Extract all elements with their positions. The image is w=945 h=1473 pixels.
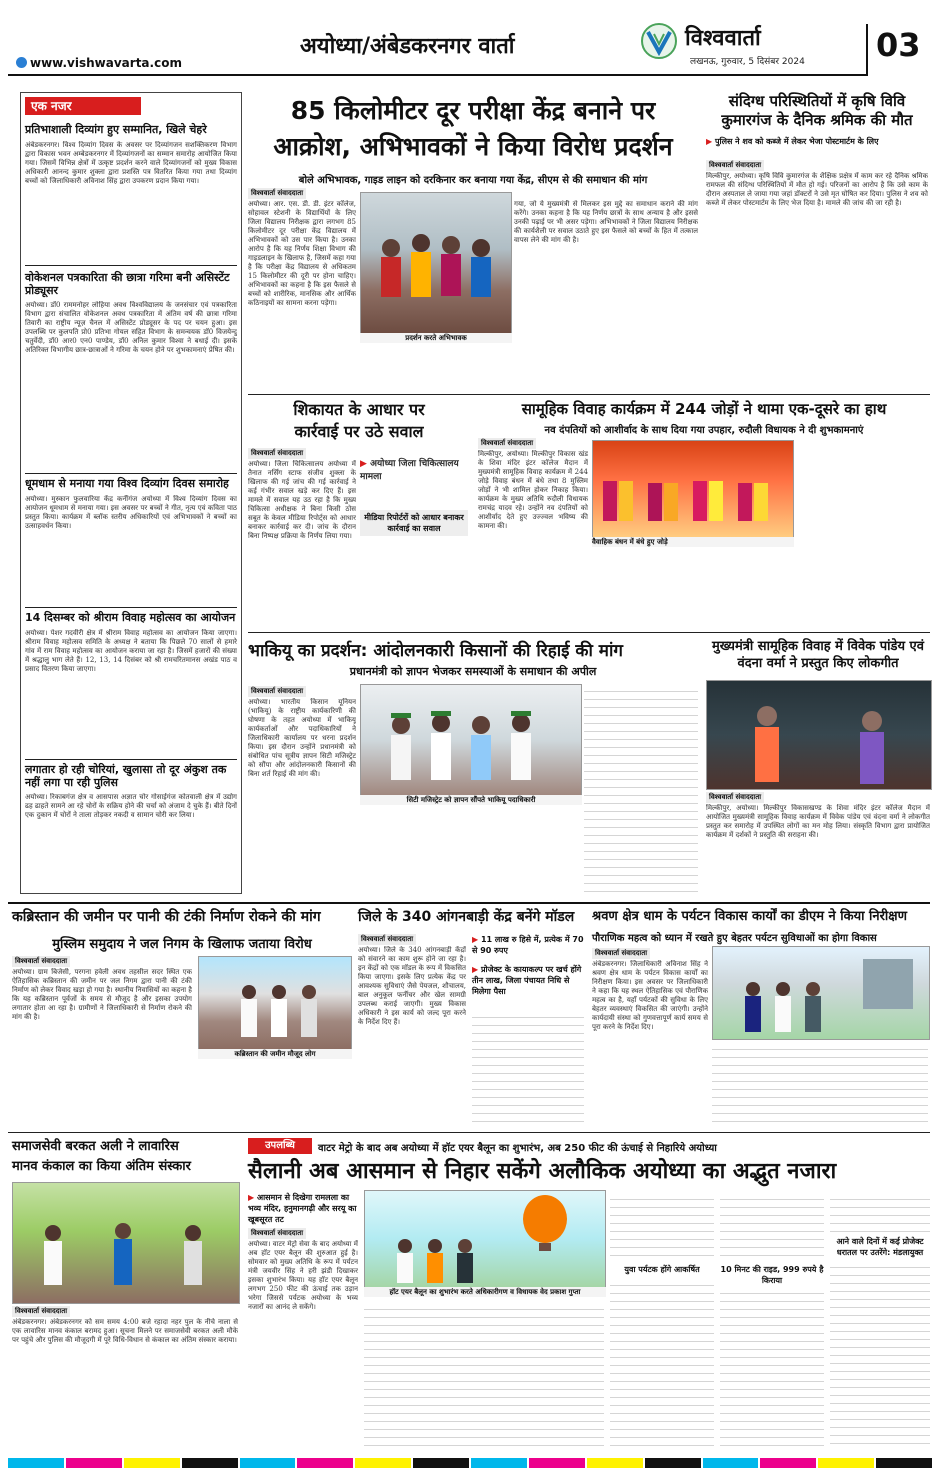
shikayat-subbox: मीडिया रिपोर्टरों को आधार बनाकर कार्रवाई का सवाल <box>360 510 468 536</box>
kisan-headline: भाकियू का प्रदर्शन: आंदोलनकारी किसानों की रिहाई की मांग <box>248 641 623 661</box>
vivah-headline: सामूहिक विवाह कार्यक्रम में 244 जोड़ों ने थामा एक-दूसरे का हाथ <box>521 400 887 418</box>
sandigdh-body: मिल्कीपुर, अयोध्या। कृषि विवि कुमारगंज के शैक्षिक प्रक्षेत्र में काम कर रहे दैनिक श्रमिक रामफल की संदिग्ध परिस्थितियों में मौत हो गई। परिजनों का आरोप है कि उसे काम के दौरान अस्पताल ले जाया गया जहां डॉक्टरों ने उसे मृत घोषित कर दिया। पुलिस ने शव को कब्जे में लेकर पोस्टमार्टम के लिए भेज दिया है। मामले की जांच की जा रही है। <box>706 172 928 207</box>
ek-nazar-sidebar <box>20 92 242 894</box>
sidebar-title-3: धूमधाम से मनाया गया विश्व दिव्यांग दिवस समारोह <box>25 477 229 490</box>
vivah-photo <box>592 440 794 538</box>
brand-name: विश्ववार्ता <box>685 26 761 51</box>
page-number: 03 <box>876 26 921 64</box>
shravan-story <box>592 906 930 1128</box>
anganbadi-bullet-1: ▶ 11 लाख रु हिसे में, प्रत्येक में 70 से 90 रुपए <box>472 935 584 955</box>
shravan-headline: श्रवण क्षेत्र धाम के पर्यटन विकास कार्यों का डीएम ने किया निरीक्षण <box>592 909 908 924</box>
mukhyamantri-body: मिल्कीपुर, अयोध्या। मिल्कीपुर विकासखण्ड के शिवा मंदिर इंटर कॉलेज मैदान में आयोजित मुख्यमंत्री सामूहिक विवाह कार्यक्रम में विवेक पांडेय एवं वंदना वर्मा ने लोकगीत प्रस्तुत कर समारोह में उपस्थित लोगों का मन मोह लिया। संस्कृति विभाग द्वारा प्रायोजित कार्यक्रम में दर्शकों ने प्रस्तुति की सराहना की। <box>706 804 930 839</box>
sidebar-body-4: अयोध्या। पेशर गदवीरी क्षेत्र में श्रीराम विवाह महोत्सव का आयोजन किया जाएगा। श्रीराम विवाह महोत्सव समिति के अध्यक्ष ने बताया कि पिछले 70 सालों से हमारे गांव में राम विवाह महोत्सव का आयोजन कराया जा रहा है। जिसमें हजारों की संख्या में श्रद्धालु भाग लेते हैं। 12, 13, 14 दिसंबर को श्री रामचरितमानस अखंड पाठ व प्रसाद वितरण किया जाएगा। <box>25 629 237 673</box>
officials-site-icon <box>713 947 929 1039</box>
balloon-body: अयोध्या। वाटर मेट्रो सेवा के बाद अयोध्या में अब हॉट एयर बैलून की शुरुआत हुई है। सोमवार को मुख्य अतिथि के रूप में पर्यटन मंत्री जयवीर सिंह ने हरी झंडी दिखाकर इसका शुभारंभ किया। यह हॉट एयर बैलून लगभग 250 फीट की ऊंचाई तक उड़ान भरेगा जिससे पर्यटक अयोध्या के भव्य नजारों का आनंद ले सकेंगे। <box>248 1240 358 1311</box>
sidebar-body-2: अयोध्या। डॉ0 राममनोहर लोहिया अवध विश्वविद्यालय के जनसंचार एवं पत्रकारिता विभाग द्वारा संचालित वोकेशनल अवध पत्रकारिता में अंतिम वर्ष की छात्रा गरिमा तिवारी का राष्ट्रीय न्यूज़ चैनल में असिस्टेंट प्रोड्यूसर के पद पर चयन हुआ। इस उपलब्धि पर कुलपति प्रो0 प्रतिभा गोयल सहित विभाग के समन्वयक डॉ0 विजयेन्दु चतुर्वेदी, डॉ0 आर0 एन0 पाण्डेय, डॉ0 अनिल कुमार विश्वा ने बधाई दी। इसके अतिरिक्त विभागीय छात्र-छात्राओं ने गरिमा के चयन होने पर शुभकामनाएं प्रेषित की। <box>25 301 237 354</box>
vivah-byline: विश्ववार्ता संवाददाता <box>478 438 536 449</box>
sidebar-body-1: अंबेडकरनगर। विश्व दिव्यांग दिवस के अवसर पर दिव्यांगजन सशक्तिकरण विभाग द्वारा विकास भवन अम्बेडकरनगर में दिव्यांगजनों का सम्मान समारोह आयोजित किया गया। जिसमें विभिन्न क्षेत्रों में उत्कृष्ट प्रदर्शन करने वाले दिव्यांगजनों को मुख्य विकास अधिकारी आनन्द कुमार शुक्ला द्वारा प्रशस्ति पत्र वितरित किया गया तथा दिव्यांग बच्चों को जिलाधिकारी अविनाश सिंह द्वारा उपकरण प्रदान किया गया। <box>25 141 237 185</box>
anganbadi-story <box>358 906 586 1128</box>
field-people-icon <box>13 1183 239 1303</box>
anganbadi-headline: जिले के 340 आंगनबाड़ी केंद्र बनेंगे मॉडल <box>358 909 575 925</box>
balloon-sub3: आने वाले दिनों में कई प्रोजेक्ट धरातल पर उतरेंगे: मंडलायुक्त <box>836 1237 924 1257</box>
mukhyamantri-photo <box>706 680 932 790</box>
balloon-body-right4 <box>720 1286 824 1446</box>
people-field-icon <box>199 957 351 1049</box>
brand-logo <box>640 22 678 64</box>
kabristan-story <box>12 906 352 1128</box>
mukhyamantri-headline: मुख्यमंत्री सामूहिक विवाह में विवेक पांडेय एवं वंदना वर्मा ने प्रस्तुत किए लोकगीत <box>712 639 924 671</box>
farmers-group-icon <box>361 685 581 795</box>
anganbadi-body: अयोध्या। जिले के 340 आंगनबाड़ी केंद्रों को संवारने का काम शुरू होने जा रहा है। इन केंद्रों को एक मॉडल के रूप में विकसित किया जाएगा। इसके लिए प्रत्येक केंद्र पर आवश्यक सुविधाएं जैसे पेयजल, शौचालय, बाल अनुकूल फर्नीचर और खेल सामग्री उपलब्ध कराई जाएगी। मुख्य विकास अधिकारी ने इस कार्य को जल्द पूरा करने के निर्देश दिए हैं। <box>358 946 466 1026</box>
balloon-sub1: युवा पर्यटक होंगे आकर्षित <box>624 1265 700 1274</box>
vivah-photo-caption: वैवाहिक बंधन में बंधे हुए जोड़े <box>592 537 794 547</box>
sandigdh-byline: विश्ववार्ता संवाददाता <box>706 160 764 171</box>
shikayat-story <box>248 398 470 628</box>
lead-byline: विश्ववार्ता संवाददाता <box>248 188 306 199</box>
balloon-body-mid <box>364 1302 604 1446</box>
anganbadi-bullet-2: ▶ प्रोजेक्ट के कायाकल्प पर खर्च होंगे तीन लाख, जिला पंचायत निधि से मिलेगा पैसा <box>472 965 582 996</box>
globe-icon <box>16 57 27 68</box>
masthead-section-title: अयोध्या/अंबेडकरनगर वार्ता <box>300 34 515 59</box>
balloon-body-right2 <box>610 1278 714 1446</box>
samajsevi-story <box>12 1136 240 1452</box>
lead-subhead: बोले अभिभावक, गाइड लाइन को दरकिनार कर बनाया गया केंद्र, सीएम से की समाधान की मांग <box>298 175 648 186</box>
balloon-body-right6 <box>830 1260 930 1446</box>
samajsevi-headline-line2: मानव कंकाल का किया अंतिम संस्कार <box>12 1159 191 1174</box>
lead-body-2: गया, जो ये मुख्यमंत्री से मिलकर इस मुद्दे का समाधान कराने की मांग करेंगे। उनका कहना है कि यह निर्णय छात्रों के साथ अन्याय है और इससे उनकी पढ़ाई पर भी असर पड़ेगा। अभिभावकों ने जिला विद्यालय निरीक्षक की कार्यशैली पर सवाल उठाते हुए इस फैसले को बच्चों के हित में तत्काल वापस लेने की मांग की है। <box>514 200 698 244</box>
lead-story <box>248 92 698 392</box>
ek-nazar-label: एक नजर <box>25 97 141 115</box>
sidebar-body-3: अयोध्या। मुस्कान फुलवारिया केंद्र कर्नीगंज अयोध्या में विश्व दिव्यांग दिवस का आयोजन धूमधाम से मनाया गया। इस अवसर पर बच्चों ने गीत, नृत्य एवं कविता पाठ प्रस्तुत किया। कार्यक्रम में ब्लॉक स्तरीय अधिकारियों एवं अभिभावकों ने बच्चों का उत्साहवर्धन किया। <box>25 495 237 530</box>
balloon-photo-caption: हॉट एयर बैलून का शुभारंभ करते अधिकारीगण व विधायक वेद प्रकाश गुप्ता <box>364 1287 606 1297</box>
arrow-icon: ▶ <box>360 459 367 469</box>
shikayat-headline-line1: शिकायत के आधार पर <box>293 400 425 419</box>
sandigdh-story <box>706 92 928 392</box>
kisan-story <box>248 636 698 898</box>
balloon-sub2: 10 मिनट की राइड, 999 रुपये है किराया <box>720 1265 824 1285</box>
kabristan-photo-caption: कब्रिस्तान की जमीन मौजूद लोग <box>198 1049 352 1059</box>
sidebar-title-5: लगातार हो रही चोरियां, खुलासा तो दूर अंकुश तक नहीं लगा पा रही पुलिस <box>25 763 227 789</box>
vivah-body: मिल्कीपुर, अयोध्या। मिल्कीपुर विकास खंड के शिवा मंदिर इंटर कॉलेज मैदान में मुख्यमंत्री सामूहिक विवाह कार्यक्रम में 244 जोड़े विवाह बंधन में बंधे तथा 8 मुस्लिम जोड़ों ने भी शामिल होकर निकाह किया। कार्यक्रम के मुख्य अतिथि रुदौली विधायक रामचंद्र यादव रहे। उन्होंने नव दंपतियों को आशीर्वाद देते हुए उज्ज्वल भविष्य की कामना की। <box>478 450 588 530</box>
arrow-icon: ▶ <box>472 935 479 944</box>
sidebar-title-1: प्रतिभाशाली दिव्यांग हुए सम्मानित, खिले चेहरे <box>25 123 207 136</box>
balloon-byline: विश्ववार्ता संवाददाता <box>248 1228 306 1239</box>
samajsevi-headline-line1: समाजसेवी बरकत अली ने लावारिस <box>12 1139 179 1154</box>
lead-body-1: अयोध्या। आर. एस. डी. डी. इंटर कॉलेज, सोहावल स्टेशनी के विद्यार्थियों के लिए जिला विद्यालय निरीक्षक द्वारा लगभग 85 किलोमीटर दूर परीक्षा केंद्र विद्यालय में अभिभावकों को उस पार किया है। उनका आरोप है कि यह निर्णय शिक्षा विभाग की गाइडलाइन के खिलाफ है, जिसमें कहा गया है कि परीक्षा केंद्र विद्यालय से अधिकतम 15 किलोमीटर की दूरी पर होना चाहिए। अभिभावकों का कहना है कि इस फैसले से बच्चों को शारीरिक, मानसिक और आर्थिक कठिनाइयों का सामना करना पड़ेगा। <box>248 200 356 307</box>
shravan-body-cont <box>712 1042 928 1124</box>
kisan-body: अयोध्या। भारतीय किसान यूनियन (भाकियू) के राष्ट्रीय कार्यकारिणी की घोषणा के तहत अयोध्या में भाकियू कार्यकर्ताओं और पदाधिकारियों ने जिलाधिकारी कार्यालय पर धरना प्रदर्शन किया। इस दौरान उन्होंने प्रधानमंत्री को संबोधित पांच सूत्रीय ज्ञापन सिटी मजिस्ट्रेट को सौंपा और आंदोलनकारी किसानों की बिना शर्त रिहाई की मांग की। <box>248 698 356 778</box>
sidebar-title-2: वोकेशनल पत्रकारिता की छात्रा गरिमा बनी असिस्टेंट प्रोड्यूसर <box>25 271 230 297</box>
kisan-body-cont <box>584 684 698 894</box>
arrow-icon: ▶ <box>706 137 713 146</box>
masthead <box>0 0 945 88</box>
balloon-story <box>248 1136 930 1452</box>
website-link[interactable]: www.vishwavarta.com <box>16 56 182 70</box>
shravan-body: अंबेडकरनगर। जिलाधिकारी अविनाश सिंह ने श्रवण क्षेत्र धाम के पर्यटन विकास कार्यों का निरीक्षण किया। इस अवसर पर जिलाधिकारी ने कहा कि यह स्थल ऐतिहासिक एवं पौराणिक महत्व का है, यहाँ पर्यटकों की सुविधा के लिए बेहतर व्यवस्थाएं विकसित की जाएंगी। उन्होंने कार्यदायी संस्था को गुणवत्तापूर्ण कार्य समय से पूरा करने के निर्देश दिए। <box>592 960 708 1031</box>
kisan-photo-caption: सिटी मजिस्ट्रेट को ज्ञापन सौंपते भाकियू पदाधिकारी <box>360 795 582 805</box>
anganbadi-body-cont <box>472 1010 584 1124</box>
arrow-icon: ▶ <box>472 965 479 974</box>
kabristan-photo <box>198 956 352 1050</box>
sandigdh-headline: संदिग्ध परिस्थितियों में कृषि विवि कुमारगंज के दैनिक श्रमिक की मौत <box>721 92 913 129</box>
balloon-body-right5 <box>830 1192 930 1232</box>
balloon-body-right1 <box>610 1192 714 1260</box>
shikayat-body: अयोध्या। जिला चिकित्सालय अयोध्या में तैनात नर्सिंग स्टाफ संजीव शुक्ला के खिलाफ की गई जांच की गई कार्रवाई ने कई गंभीर सवाल खड़े कर दिए हैं। इस मामले में सवाल यह उठ रहा है कि मुख्य चिकित्सा अधीक्षक ने बिना किसी ठोस सबूत के केवल मीडिया रिपोर्ट्स को आधार बनाकर कार्रवाई कर दी। जांच के दौरान बिना निष्पक्ष प्रक्रिया के निर्णय लिया गया। <box>248 460 356 540</box>
lead-photo <box>360 192 512 334</box>
shravan-subhead: पौराणिक महत्व को ध्यान में रखते हुए बेहतर पर्यटन सुविधाओं का होगा विकास <box>592 933 877 944</box>
wedding-couples-icon <box>593 441 793 537</box>
balloon-photo <box>364 1190 606 1288</box>
shravan-photo <box>712 946 930 1040</box>
balloon-kicker: वाटर मेट्रो के बाद अब अयोध्या में हॉट एयर बैलून का शुभारंभ, अब 250 फीट की ऊंचाई से निहारिये अयोध्या <box>318 1143 717 1154</box>
shikayat-headline-line2: कार्रवाई पर उठे सवाल <box>294 422 424 441</box>
lead-headline-line2: आक्रोश, अभिभावकों ने किया विरोध प्रदर्शन <box>273 132 673 161</box>
arrow-icon: ▶ <box>248 1193 255 1202</box>
singers-stage-icon <box>707 681 931 789</box>
kabristan-body: अयोध्या। ग्राम बिजेसी, परगना हवेली अवध तहसील सदर स्थित एक ऐतिहासिक कब्रिस्तान की जमीन पर जल निगम द्वारा पानी की टंकी निर्माण को लेकर विवाद खड़ा हो गया है। स्थानीय निवासियों का कहना है कि यह कब्रिस्तान पूर्वजों के समय से मौजूद है और इसका उपयोग लगातार होता आ रहा है। ग्रामीणों ने जिलाधिकारी से निर्माण रोकने की मांग की है। <box>12 968 192 1021</box>
kisan-byline: विश्ववार्ता संवाददाता <box>248 686 306 697</box>
samajsevi-body: अंबेडकरनगर। अंबेडकरनगर को सम समय 4:00 बजे रहादा नहर पुल के नीचे नाला से एक लावारिस मानव कंकाल बरामद हुआ। सूचना मिलने पर समाजसेवी बरकत अली मौके पर पहुंचे और पुलिस की मौजूदगी में पूरे विधि-विधान से कंकाल का अंतिम संस्कार कराया। <box>12 1318 238 1344</box>
kabristan-headline: कब्रिस्तान की जमीन पर पानी की टंकी निर्माण रोकने की मांग <box>12 909 321 925</box>
sidebar-body-5: अयोध्या। रिकाबगंज क्षेत्र व आसपास अज्ञात चोर गोसाईगंज कोतवाली क्षेत्र में उद्योग ढह ढाहते सामने आ रहे चोरों के सक्रिय होने की चर्चा को अंजाम दे चुके हैं। बीते दिनों एक दुकान में चोरों ने ताला तोड़कर नकदी व सामान चोरी कर लिया। <box>25 793 237 819</box>
lead-photo-caption: प्रदर्शन करते अभिभावक <box>360 333 512 343</box>
brand-logo-icon <box>640 22 678 60</box>
vivah-story <box>478 398 930 628</box>
mukhyamantri-story <box>706 636 930 898</box>
lead-headline-line1: 85 किलोमीटर दूर परीक्षा केंद्र बनाने पर <box>290 96 656 125</box>
samajsevi-byline: विश्ववार्ता संवाददाता <box>12 1306 70 1317</box>
kabristan-byline: विश्ववार्ता संवाददाता <box>12 956 70 967</box>
balloon-headline: सैलानी अब आसमान से निहार सकेंगे अलौकिक अयोध्या का अद्भुत नजारा <box>248 1159 837 1184</box>
shravan-byline: विश्ववार्ता संवाददाता <box>592 948 650 959</box>
balloon-tag: उपलब्धि <box>248 1138 312 1154</box>
balloon-bullet: ▶ आसमान से दिखेगा रामलला का भव्य मंदिर, हनुमानगढ़ी और सरयू का खूबसूरत तट <box>248 1193 357 1224</box>
balloon-body-right3 <box>720 1192 824 1260</box>
samajsevi-photo <box>12 1182 240 1304</box>
sidebar-title-4: 14 दिसम्बर को श्रीराम विवाह महोत्सव का आयोजन <box>25 611 236 624</box>
kisan-photo <box>360 684 582 796</box>
hot-air-balloon-icon <box>365 1191 605 1287</box>
anganbadi-byline: विश्ववार्ता संवाददाता <box>358 934 416 945</box>
mukhyamantri-byline: विश्ववार्ता संवाददाता <box>706 792 764 803</box>
protest-crowd-icon <box>361 193 511 333</box>
dateline: लखनऊ, गुरुवार, 5 दिसंबर 2024 <box>690 57 805 67</box>
registration-strip <box>8 1458 932 1468</box>
shikayat-byline: विश्ववार्ता संवाददाता <box>248 448 306 459</box>
vivah-subhead: नव दंपतियों को आशीर्वाद के साथ दिया गया उपहार, रुदौली विधायक ने दी शुभकामनाएं <box>544 425 864 436</box>
shikayat-pull-quote: ▶ अयोध्या जिला चिकित्सालय मामला <box>360 459 459 482</box>
kisan-subhead: प्रधानमंत्री को ज्ञापन भेजकर समस्याओं के समाधान की अपील <box>349 665 597 678</box>
sandigdh-bullet: ▶ पुलिस ने शव को कब्जे में लेकर भेजा पोस्टमार्टम के लिए <box>706 137 879 146</box>
kabristan-subhead: मुस्लिम समुदाय ने जल निगम के खिलाफ जताया विरोध <box>52 937 312 952</box>
